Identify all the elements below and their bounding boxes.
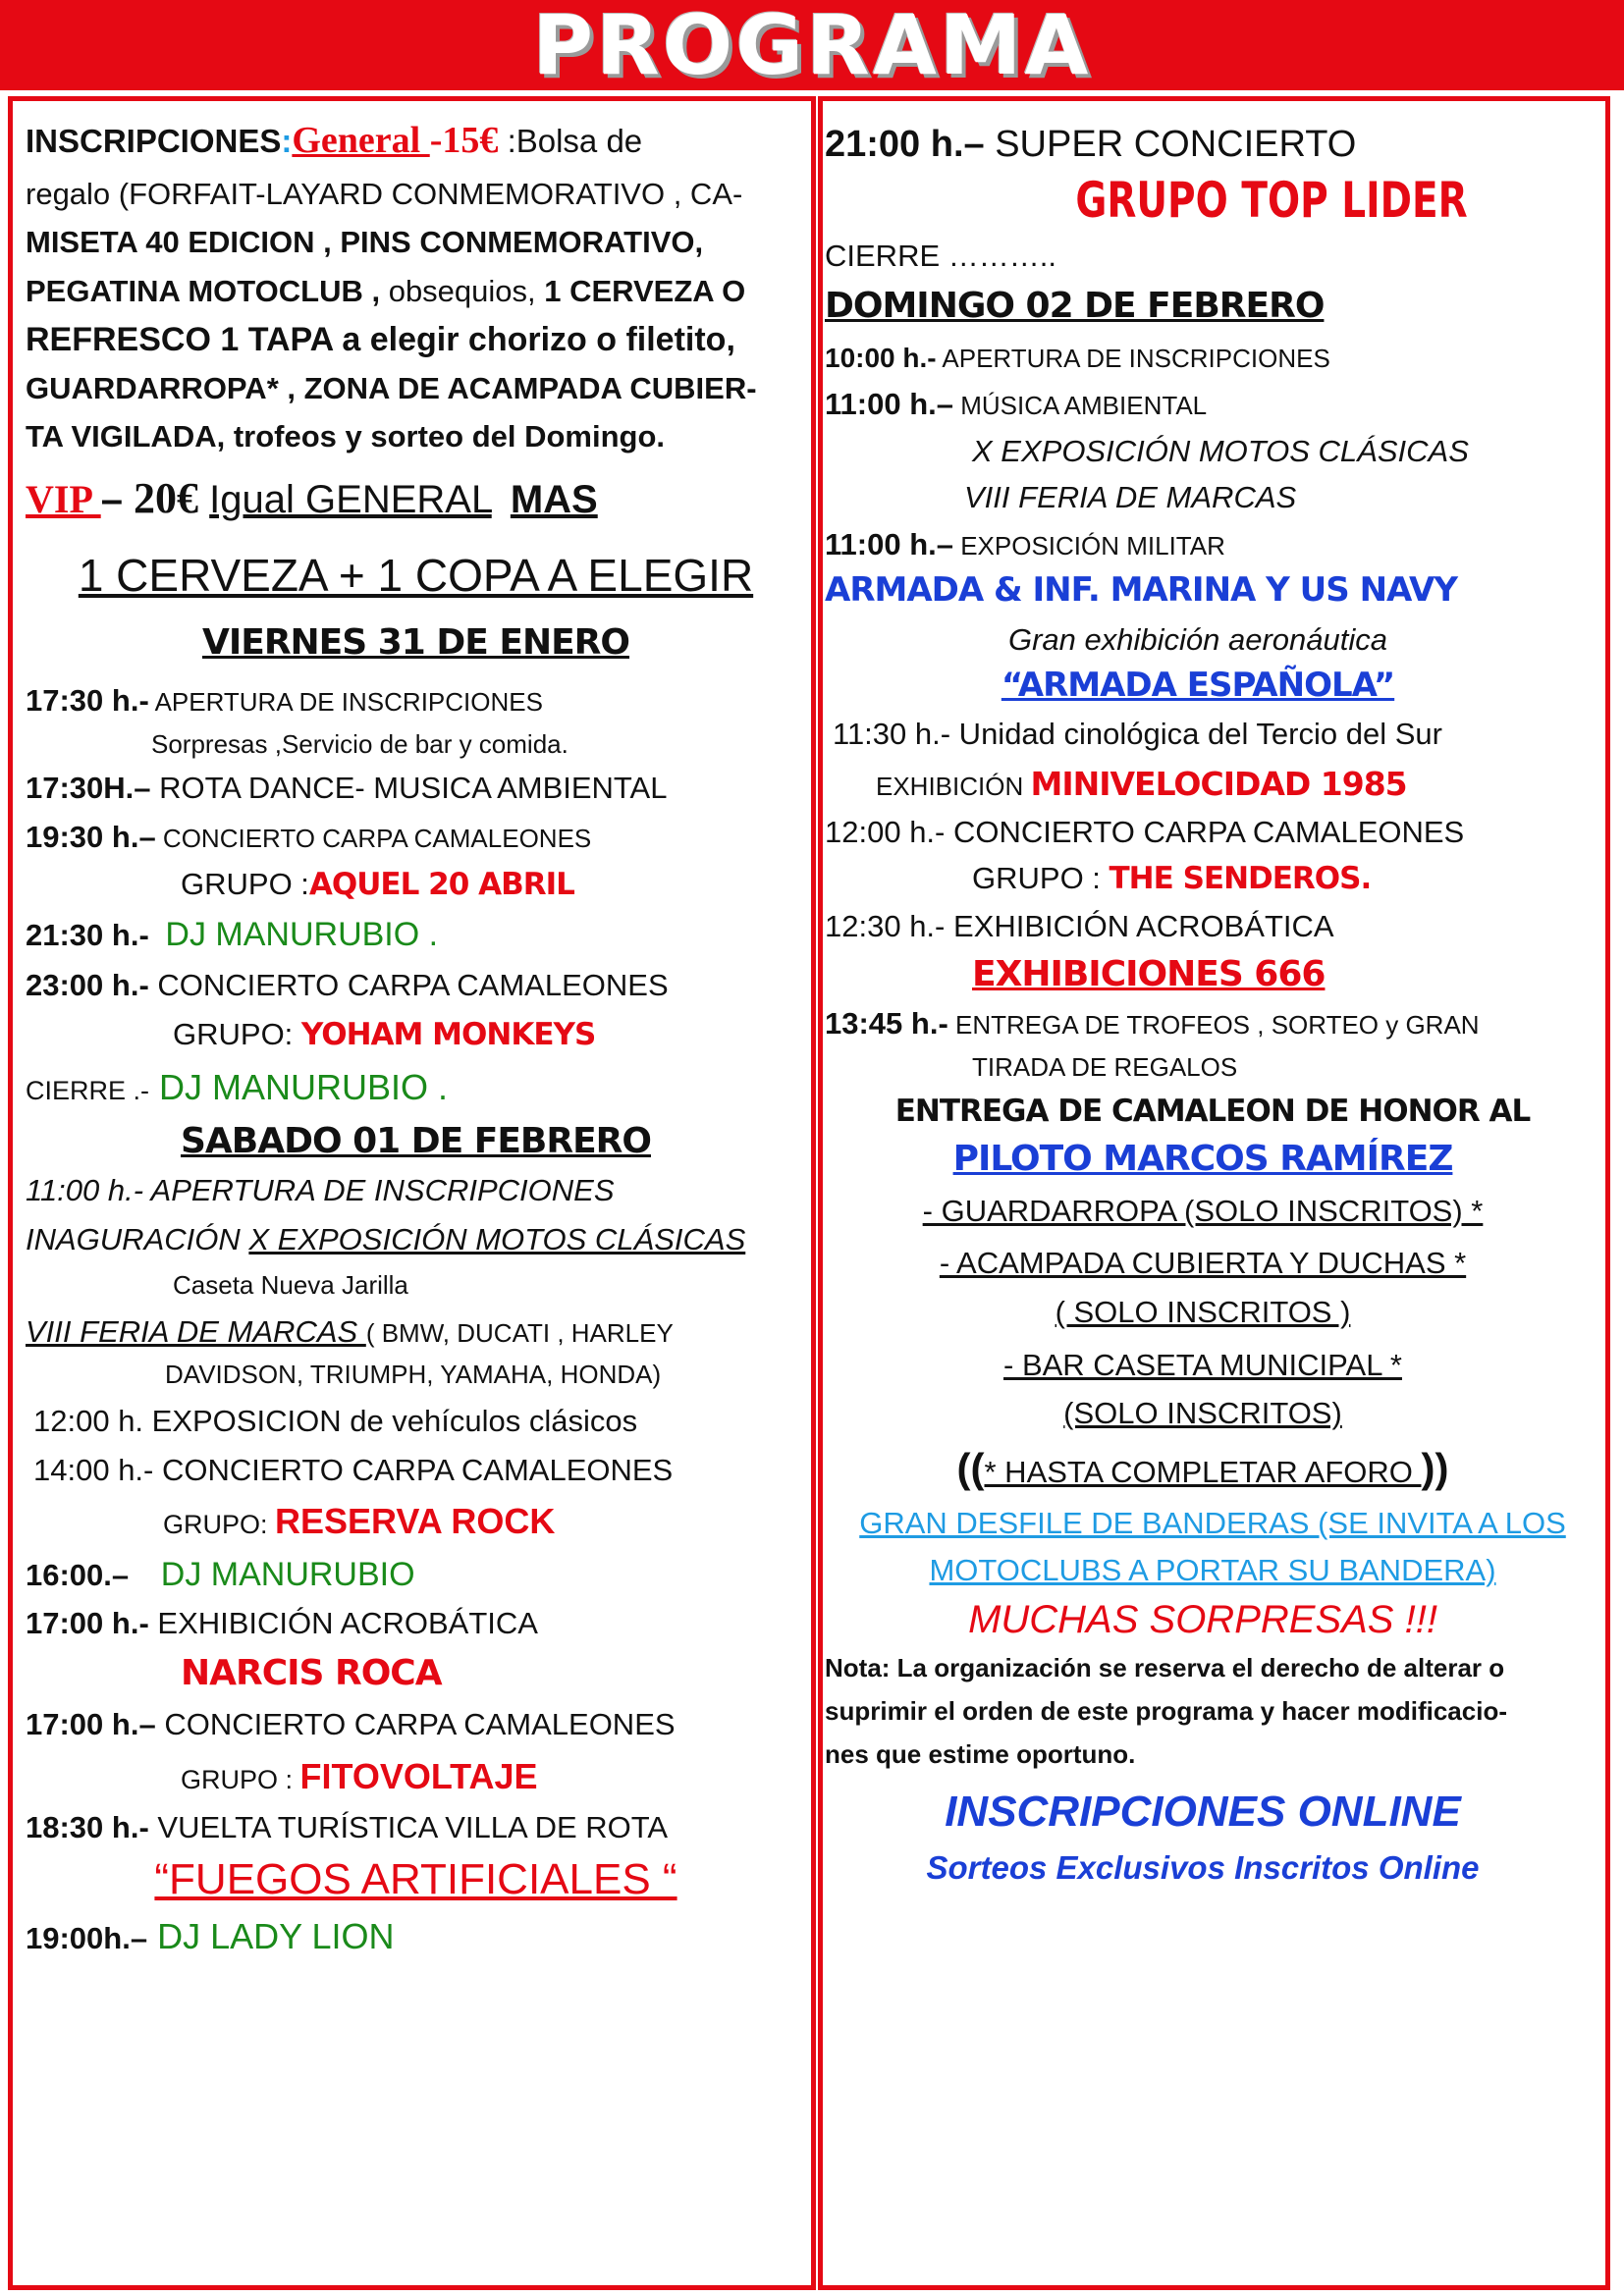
vip-label: VIP — [26, 476, 101, 521]
domingo-d2-text: MÚSICA AMBIENTAL — [952, 390, 1208, 420]
sabado-s10-time: 19:00h.– — [26, 1921, 148, 1956]
left-column — [26, 116, 806, 1957]
sabado-s7-time: 17:00 h.- — [26, 1605, 149, 1640]
domingo-event-6-group — [825, 861, 1600, 897]
inscripciones-label: INSCRIPCIONES — [26, 123, 282, 159]
domingo-heading-text: DOMINGO 02 DE FEBRERO — [825, 285, 1325, 326]
viernes-cierre-dj: DJ MANURUBIO . — [149, 1066, 449, 1107]
domingo-event-2 — [825, 387, 1600, 422]
domingo-d5-name: MINIVELOCIDAD 1985 — [1030, 764, 1407, 803]
viernes-heading — [26, 622, 806, 663]
nota-line-2 — [825, 1697, 1600, 1727]
viernes-heading-text: VIERNES 31 DE ENERO — [201, 622, 630, 664]
sabado-s9-time: 18:30 h.- — [26, 1810, 149, 1844]
sabado-s3c-text: DAVIDSON, TRIUMPH, YAMAHA, HONDA) — [165, 1360, 662, 1390]
domingo-d4-text: 11:30 h.- Unidad cinológica del Tercio del Sur — [833, 717, 1442, 752]
nota-text-3: nes que estime oportuno. — [825, 1739, 1136, 1770]
viernes-e2-time: 17:30H.– — [26, 771, 151, 806]
inscripciones-line-2 — [26, 177, 806, 212]
sabado-s8-group-label: GRUPO : — [181, 1764, 300, 1794]
viernes-e1-text: APERTURA DE INSCRIPCIONES — [148, 686, 543, 717]
sabado-event-7-name — [26, 1653, 806, 1693]
sabado-s7-name-text: NARCIS ROCA — [181, 1652, 442, 1693]
aforo-line — [825, 1445, 1600, 1492]
right-event-1 — [825, 124, 1600, 167]
sabado-event-2 — [26, 1222, 806, 1257]
general-label: General — [292, 120, 430, 161]
note-guardarropa — [825, 1194, 1600, 1229]
sabado-event-5-group — [26, 1501, 806, 1541]
viernes-cierre — [26, 1067, 806, 1107]
domingo-event-4 — [825, 717, 1600, 752]
viernes-event-4 — [26, 916, 806, 954]
sabado-event-1 — [26, 1173, 806, 1208]
sabado-event-9 — [26, 1810, 806, 1845]
domingo-d2-sub1-text: X EXPOSICIÓN MOTOS CLÁSICAS — [972, 433, 1469, 468]
sabado-event-2-sub — [26, 1271, 806, 1301]
domingo-d7-text: EXHIBICIÓN ACROBÁTICA — [945, 909, 1334, 944]
sabado-s8-text: CONCIERTO CARPA CAMALEONES — [155, 1706, 676, 1741]
sabado-s7-text: EXHIBICIÓN ACROBÁTICA — [148, 1605, 538, 1640]
domingo-d7-name-text: EXHIBICIONES 666 — [972, 953, 1326, 994]
right-cierre-text: CIERRE ……….. — [825, 239, 1056, 274]
right-cierre — [825, 239, 1600, 274]
note-bar-sub — [825, 1396, 1600, 1431]
page-title: PROGRAMA — [532, 0, 1092, 93]
domingo-d1-text: APERTURA DE INSCRIPCIONES — [936, 344, 1330, 374]
sabado-s8-group: FITOVOLTAJE — [299, 1755, 538, 1796]
domingo-d8-text: ENTREGA DE TROFEOS , SORTEO y GRAN — [947, 1010, 1480, 1041]
nota-text-2: suprimir el orden de este programa y hacer modificacio- — [825, 1696, 1507, 1727]
sabado-event-10 — [26, 1916, 806, 1956]
inscripciones-text-4a: PEGATINA MOTOCLUB , — [26, 273, 389, 308]
domingo-event-3 — [825, 527, 1600, 562]
domingo-d2-sub2-text: VIII FERIA DE MARCAS — [964, 480, 1297, 515]
viernes-e1-sub-text: Sorpresas ,Servicio de bar y comida. — [151, 728, 568, 759]
colon: : — [281, 123, 293, 159]
inscripciones-text-4b: obsequios, — [388, 273, 545, 308]
online-sub — [825, 1849, 1600, 1887]
viernes-e5-text: CONCIERTO CARPA CAMALEONES — [148, 968, 669, 1003]
viernes-e2-text: ROTA DANCE- MUSICA AMBIENTAL — [150, 771, 668, 806]
domingo-d3-text: EXPOSICIÓN MILITAR — [952, 530, 1225, 561]
domingo-armada-es — [825, 667, 1600, 705]
domingo-d8-sub-text: TIRADA DE REGALOS — [972, 1051, 1238, 1082]
domingo-event-7 — [825, 909, 1600, 944]
aforo-text: * HASTA COMPLETAR AFORO — [984, 1454, 1422, 1489]
vip-mas: MAS — [510, 477, 598, 521]
nota-line-1 — [825, 1654, 1600, 1683]
sabado-s3b-text: ( BMW, DUCATI , HARLEY — [365, 1317, 674, 1348]
sabado-fuegos-text: “FUEGOS ARTIFICIALES “ — [154, 1854, 677, 1903]
viernes-e3-group-label: GRUPO : — [181, 866, 309, 901]
desfile-line-1 — [825, 1506, 1600, 1541]
note-acampada-sub — [825, 1295, 1600, 1330]
inscripciones-line-1 — [26, 120, 806, 163]
inscripciones-text-4c: 1 CERVEZA O — [544, 273, 746, 308]
general-text: :Bolsa de — [507, 123, 643, 159]
sorpresas-text: MUCHAS SORPRESAS !!! — [968, 1598, 1437, 1642]
sabado-s4-text: 12:00 h. EXPOSICION de vehículos clásicos — [33, 1404, 638, 1439]
domingo-armada-es-text: “ARMADA ESPAÑOLA” — [1001, 666, 1395, 706]
note-bar-sub-text: (SOLO INSCRITOS) — [1063, 1396, 1342, 1431]
sabado-event-6 — [26, 1556, 806, 1594]
sabado-s9-text: VUELTA TURÍSTICA VILLA DE ROTA — [148, 1810, 669, 1844]
domingo-d8-time: 13:45 h.- — [825, 1006, 948, 1041]
note-acampada-sub-text: ( SOLO INSCRITOS ) — [1055, 1294, 1351, 1329]
domingo-event-1 — [825, 340, 1600, 375]
honor-line — [825, 1095, 1600, 1130]
viernes-e4-dj: DJ MANURUBIO . — [165, 916, 439, 954]
domingo-event-8 — [825, 1006, 1600, 1041]
sabado-heading-text: SABADO 01 DE FEBRERO — [180, 1121, 651, 1162]
viernes-e5-group: YOHAM MONKEYS — [300, 1017, 596, 1053]
domingo-d7-time: 12:30 h.- — [825, 909, 946, 944]
online-title — [825, 1788, 1600, 1838]
sabado-s2a-text: INAGURACIÓN — [26, 1222, 249, 1257]
sabado-event-7 — [26, 1606, 806, 1641]
online-title-text: INSCRIPCIONES ONLINE — [945, 1788, 1461, 1837]
inscripciones-text-6: GUARDARROPA* , ZONA DE ACAMPADA CUBIER- — [26, 370, 757, 405]
online-sub-text: Sorteos Exclusivos Inscritos Online — [926, 1848, 1480, 1886]
piloto-text: PILOTO MARCOS RAMÍREZ — [952, 1139, 1453, 1180]
vip-igual: Igual GENERAL — [209, 477, 492, 521]
viernes-e3-text: CONCIERTO CARPA CAMALEONES — [155, 824, 592, 854]
sabado-s5-group: RESERVA ROCK — [275, 1501, 556, 1542]
sabado-s2-sub-text: Caseta Nueva Jarilla — [173, 1269, 408, 1300]
inscripciones-line-5 — [26, 321, 806, 359]
sabado-s1-text: 11:00 h.- APERTURA DE INSCRIPCIONES — [26, 1173, 615, 1208]
viernes-event-3-group — [26, 867, 806, 903]
sabado-event-4 — [26, 1404, 806, 1439]
note-bar — [825, 1348, 1600, 1383]
viernes-e4-time: 21:30 h.- — [26, 918, 149, 953]
aforo-open: (( — [956, 1444, 985, 1491]
viernes-cierre-label: CIERRE .- — [26, 1075, 150, 1105]
domingo-event-5 — [825, 766, 1600, 803]
domingo-event-2-sub1 — [825, 434, 1600, 469]
sabado-event-8-group — [26, 1756, 806, 1796]
domingo-armada — [825, 571, 1600, 610]
domingo-d1-time: 10:00 h.- — [825, 343, 937, 374]
column-divider — [811, 96, 823, 2290]
vip-extra — [26, 550, 806, 602]
desfile-line-2 — [825, 1553, 1600, 1588]
domingo-d6-time: 12:00 h.- — [825, 814, 946, 849]
inscripciones-text-2: regalo (FORFAIT-LAYARD CONMEMORATIVO , CA- — [26, 176, 743, 211]
inscripciones-text-3: MISETA 40 EDICION , PINS CONMEMORATIVO, — [26, 225, 704, 260]
right-r1-text: SUPER CONCIERTO — [984, 124, 1357, 165]
note-bar-text: - BAR CASETA MUNICIPAL * — [1003, 1347, 1402, 1382]
sabado-event-5 — [26, 1453, 806, 1488]
piloto-line — [825, 1139, 1600, 1179]
viernes-event-5 — [26, 968, 806, 1003]
sabado-event-3 — [26, 1314, 806, 1350]
sabado-event-3-sub — [26, 1361, 806, 1390]
sorpresas-line — [825, 1597, 1600, 1642]
viernes-e3-group: AQUEL 20 ABRIL — [308, 866, 574, 902]
general-price: -15€ — [429, 120, 499, 161]
domingo-d2-time: 11:00 h.– — [825, 386, 953, 421]
sabado-s3a-text: VIII FERIA DE MARCAS — [26, 1313, 366, 1349]
domingo-d6-text: CONCIERTO CARPA CAMALEONES — [945, 814, 1465, 849]
aforo-close: )) — [1421, 1444, 1449, 1491]
right-event-1-group — [825, 173, 1600, 230]
viernes-event-1 — [26, 683, 806, 719]
sabado-s8-time: 17:00 h.– — [26, 1706, 156, 1741]
domingo-event-8-sub — [825, 1053, 1600, 1083]
nota-text-1: Nota: La organización se reserva el derecho de alterar o — [825, 1653, 1505, 1683]
sabado-s10-dj: DJ LADY LION — [147, 1916, 395, 1957]
sabado-s2b-text: X EXPOSICIÓN MOTOS CLÁSICAS — [248, 1222, 746, 1257]
inscripciones-line-3 — [26, 225, 806, 260]
desfile-text-1: GRAN DESFILE DE BANDERAS (SE INVITA A LOS — [859, 1506, 1566, 1541]
viernes-event-5-group — [26, 1017, 806, 1053]
right-column — [825, 116, 1600, 1887]
sabado-s5-time: 14:00 h.- — [33, 1452, 154, 1487]
honor-text: ENTREGA DE CAMALEON DE HONOR AL — [894, 1093, 1531, 1129]
domingo-d6-group-label: GRUPO : — [972, 861, 1110, 896]
right-r1-time: 21:00 h.– — [825, 124, 985, 165]
domingo-exhib — [825, 622, 1600, 658]
domingo-event-7-name — [825, 954, 1600, 994]
sabado-s6-time: 16:00.– — [26, 1557, 130, 1592]
domingo-d3-time: 11:00 h.– — [825, 526, 953, 561]
viernes-event-1-sub — [26, 730, 806, 760]
inscripciones-line-7 — [26, 419, 806, 454]
viernes-event-2 — [26, 771, 806, 806]
sabado-s6-dj: DJ MANURUBIO — [160, 1555, 415, 1593]
domingo-armada-text: ARMADA & INF. MARINA Y US NAVY — [825, 570, 1457, 611]
inscripciones-line-6 — [26, 371, 806, 406]
inscripciones-text-7: TA VIGILADA, trofeos y sorteo del Domingo. — [26, 419, 666, 454]
right-r1-group-text: GRUPO TOP LIDER — [1075, 171, 1468, 229]
sabado-event-8 — [26, 1707, 806, 1742]
domingo-heading — [825, 286, 1600, 326]
inscripciones-line-4 — [26, 274, 806, 309]
vip-extra-text: 1 CERVEZA + 1 COPA A ELEGIR — [78, 549, 754, 601]
note-acampada — [825, 1246, 1600, 1281]
viernes-e5-group-label: GRUPO: — [173, 1017, 301, 1052]
domingo-exhib-text: Gran exhibición aeronáutica — [1007, 621, 1388, 657]
sabado-heading — [26, 1121, 806, 1161]
viernes-event-3 — [26, 820, 806, 855]
viernes-e5-time: 23:00 h.- — [26, 968, 149, 1003]
viernes-e1-time: 17:30 h.- — [26, 682, 149, 718]
domingo-d5-label: EXHIBICIÓN — [876, 771, 1031, 801]
header-banner — [0, 0, 1624, 93]
vip-price: 20€ — [134, 473, 199, 522]
domingo-event-6 — [825, 815, 1600, 850]
nota-line-3 — [825, 1740, 1600, 1770]
sabado-s5-text: CONCIERTO CARPA CAMALEONES — [153, 1452, 674, 1487]
sabado-fuegos — [26, 1855, 806, 1905]
domingo-event-2-sub2 — [825, 480, 1600, 515]
domingo-d6-group: THE SENDEROS. — [1109, 861, 1372, 897]
viernes-e3-time: 19:30 h.– — [26, 820, 156, 855]
note-acampada-text: - ACAMPADA CUBIERTA Y DUCHAS * — [939, 1246, 1467, 1281]
inscripciones-text-5: REFRESCO 1 TAPA a elegir chorizo o filetito, — [26, 320, 735, 358]
note-guardarropa-text: - GUARDARROPA (SOLO INSCRITOS) * — [922, 1193, 1484, 1228]
vip-dash: – — [100, 477, 135, 521]
desfile-text-2: MOTOCLUBS A PORTAR SU BANDERA) — [929, 1552, 1496, 1587]
vip-line — [26, 474, 806, 524]
sabado-s5-group-label: GRUPO: — [163, 1510, 276, 1540]
